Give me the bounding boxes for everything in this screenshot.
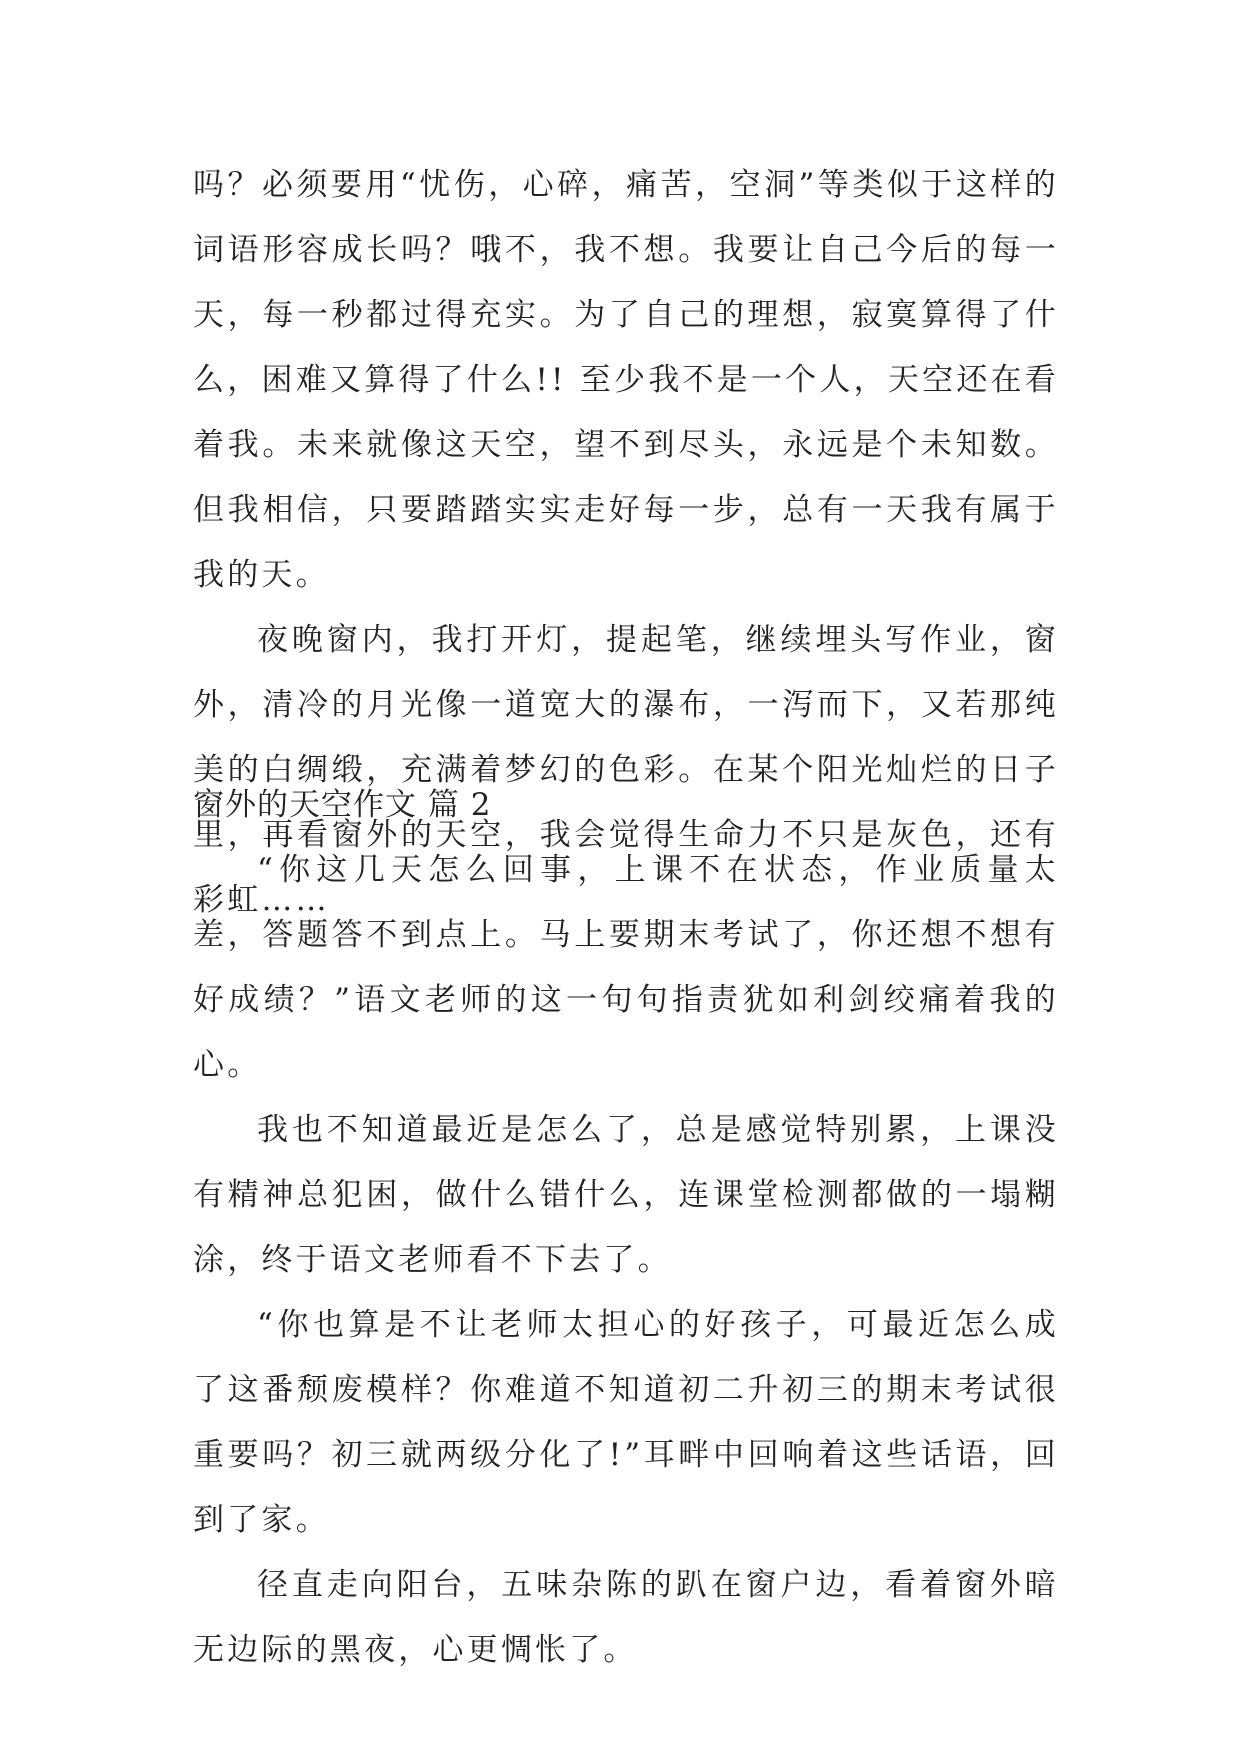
paragraph: “你这几天怎么回事，上课不在状态，作业质量太差，答题答不到点上。马上要期末考试了，你还想不想有好成绩？”语文老师的这一句句指责犹如利剑绞痛着我的心。 bbox=[193, 852, 1059, 1083]
paragraph: 夜晚窗内，我打开灯，提起笔，继续埋头写作业，窗外，清冷的月光像一道宽大的瀑布，一泻而下，又若那纯美的白绸缎，充满着梦幻的色彩。在某个阳光灿烂的日子里，再看窗外的天空，我会觉得生命力不只是灰色，还有彩虹…… bbox=[193, 622, 1059, 918]
section-title: 窗外的天空作文 篇 2 bbox=[193, 787, 492, 823]
paragraph: 径直走向阳台，五味杂陈的趴在窗户边，看着窗外暗无边际的黑夜，心更惆怅了。 bbox=[193, 1567, 1059, 1668]
paragraph: 吗？必须要用“忧伤，心碎，痛苦，空洞”等类似于这样的词语形容成长吗？哦不，我不想。我要让自己今后的每一天，每一秒都过得充实。为了自己的理想，寂寞算得了什么，困难又算得了什么!! 至少我不是一个人，天空还在看着我。未来就像这天空，望不到尽头，永远是个未知数。但我相信，只要踏踏实实走好每一步，总有一天我有属于我的天。 bbox=[193, 167, 1059, 593]
essay-section-2 bbox=[193, 773, 1059, 1683]
paragraph: 我也不知道最近是怎么了，总是感觉特别累，上课没有精神总犯困，做什么错什么，连课堂检测都做的一塌糊涂，终于语文老师看不下去了。 bbox=[193, 1112, 1059, 1278]
paragraph: “你也算是不让老师太担心的好孩子，可最近怎么成了这番颓废模样？你难道不知道初二升初三的期末考试很重要吗？初三就两级分化了!”耳畔中回响着这些话语，回到了家。 bbox=[193, 1307, 1059, 1538]
